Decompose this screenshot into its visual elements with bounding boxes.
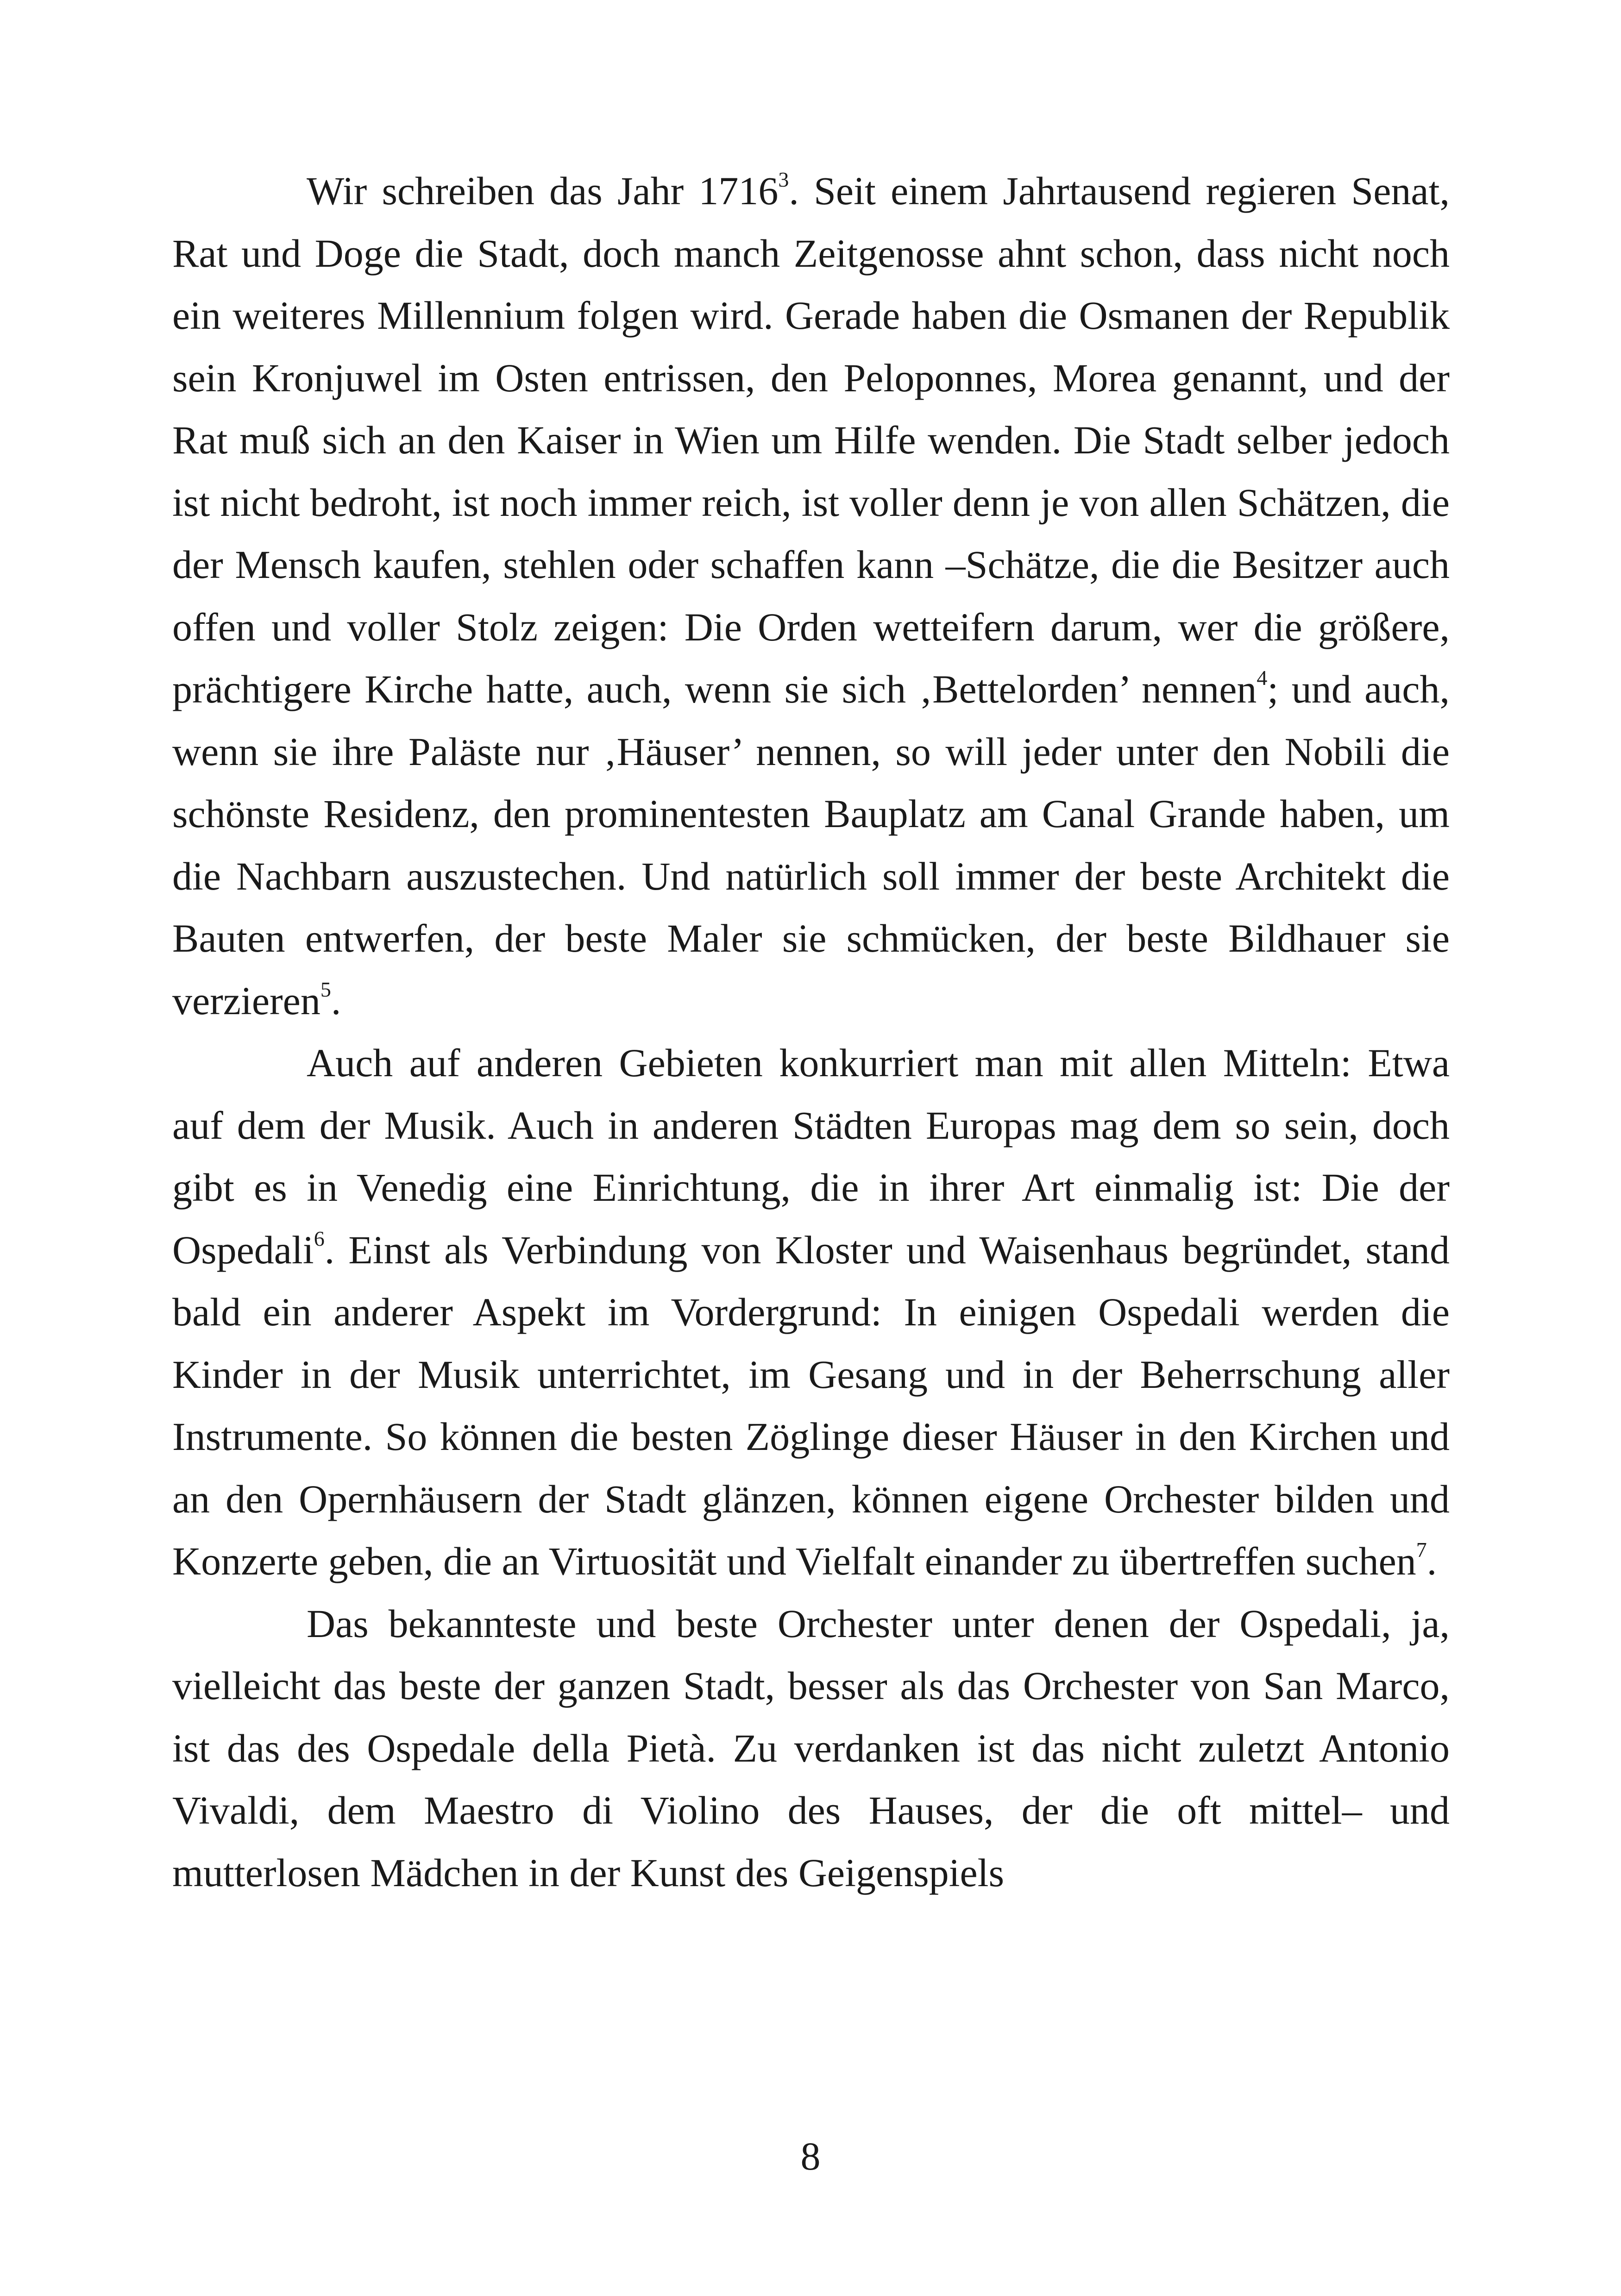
footnote-marker: 3 (778, 168, 789, 191)
text-run: . (331, 978, 341, 1023)
footnote-marker: 6 (314, 1226, 325, 1250)
body-text (172, 160, 1450, 1904)
paragraph-1 (172, 160, 1450, 1032)
text-run: ; und auch, wenn sie ihre Paläste nur ‚Häuser’ nennen, so will jeder unter den Nobili die schönste Residenz, den prominentesten Bauplatz am Canal Grande haben, um die Nachbarn auszustechen. Und natürlich soll immer der beste Architekt die Bauten entwerfen, der beste Maler sie schmücken, der beste Bildhauer sie verzieren (172, 667, 1450, 1023)
text-run: Das bekannteste und beste Orchester unter denen der Ospedali, ja, vielleicht das beste der ganzen Stadt, besser als das Orchester von San Marco, ist das des Ospedale della Pietà. Zu verdanken ist das nicht zuletzt Antonio Vivaldi, dem Maestro di Violino des Hauses, der die oft mittel– und mutterlosen Mädchen in der Kunst des Geigenspiels (172, 1601, 1450, 1895)
text-run: . (1426, 1539, 1437, 1583)
paragraph-2 (172, 1032, 1450, 1593)
footnote-marker: 4 (1257, 666, 1268, 690)
footnote-marker: 7 (1416, 1538, 1427, 1562)
text-run: . Seit einem Jahrtausend regieren Senat, Rat und Doge die Stadt, doch manch Zeitgenosse ahnt schon, dass nicht noch ein weiteres Millennium folgen wird. Gerade haben die Osmanen der Republik sein Kronjuwel im Osten entrissen, den Peloponnes, Morea genannt, und der Rat muß sich an den Kaiser in Wien um Hilfe wenden. Die Stadt selber jedoch ist nicht bedroht, ist noch immer reich, ist voller denn je von allen Schätzen, die der Mensch kaufen, stehlen oder schaffen kann –Schätze, die die Besitzer auch offen und voller Stolz zeigen: Die Orden wetteifern darum, wer die größere, prächtigere Kirche hatte, auch, wenn sie sich ‚Bettelorden’ nennen (172, 169, 1450, 711)
text-run: . Einst als Verbindung von Kloster und Waisenhaus begründet, stand bald ein anderer Aspekt im Vordergrund: In einigen Ospedali werden die Kinder in der Musik unterrichtet, im Gesang und in der Beherrschung aller Instrumente. So können die besten Zöglinge dieser Häuser in den Kirchen und an den Opernhäusern der Stadt glänzen, können eigene Orchester bilden und Konzerte geben, die an Virtuosität und Vielfalt einander zu übertreffen suchen (172, 1227, 1450, 1583)
footnote-marker: 5 (320, 977, 331, 1001)
page-number: 8 (800, 2134, 821, 2178)
text-run: Auch auf anderen Gebieten konkurriert man mit allen Mitteln: Etwa auf dem der Musik. Auch in anderen Städten Europas mag dem so sein, doch gibt es in Venedig eine Einrichtung, die in ihrer Art einmalig ist: Die der Ospedali (172, 1041, 1450, 1272)
paragraph-3 (172, 1593, 1450, 1904)
text-run: Wir schreiben das Jahr 1716 (307, 169, 779, 213)
